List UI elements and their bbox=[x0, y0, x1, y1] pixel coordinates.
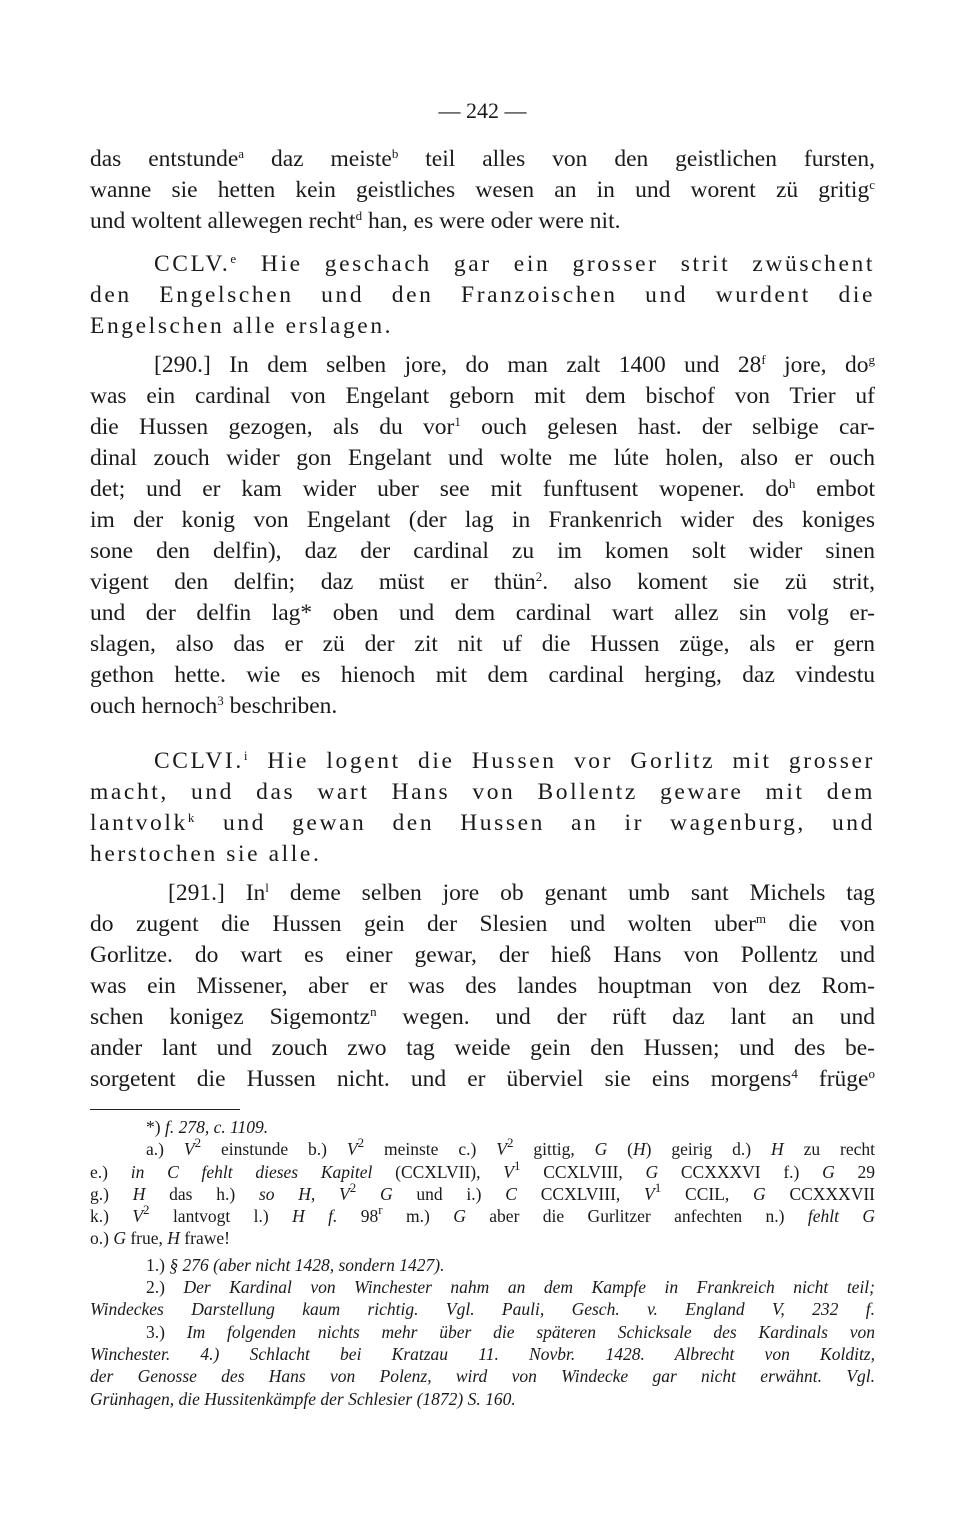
text-line: slagen, also das er zü der zit nit uf die Hussen züge, als er gern bbox=[90, 631, 875, 657]
text-line: lantvolk$^k$ und gewan den Hussen an ir wagenburg, und bbox=[90, 810, 875, 836]
text-line: macht, und das wart Hans von Bollentz geware mit dem bbox=[90, 779, 875, 805]
text-line: wanne sie hetten kein geistliches wesen an in und worent zü gritig$^c$ bbox=[90, 177, 875, 203]
footnote-line: g.) H das h.) so H, $V^2$ G und i.) C CCXLVIII, $V^1$ CCIL, G CCXXXVII bbox=[90, 1180, 875, 1204]
footnote-line: 2.) Der Kardinal von Winchester nahm an dem Kampfe in Frankreich nicht teil; bbox=[146, 1277, 875, 1298]
footnote-line: Windeckes Darstellung kaum richtig. Vgl. Pauli, Gesch. v. England V, 232 f. bbox=[90, 1299, 875, 1320]
footnote-line: 3.) Im folgenden nichts mehr über die späteren Schicksale des Kardinals von bbox=[146, 1321, 875, 1342]
text-line: schen konigez Sigemontz$^n$ wegen. und der rüft daz lant an und bbox=[90, 1004, 875, 1030]
spacer bbox=[90, 870, 875, 878]
footnote-line: a.) $V^2$ einstunde b.) $V^2$ meinste c.) $V^2$ gittig, G (H) geirig d.) H zu recht bbox=[146, 1135, 875, 1160]
text-line: sone den delfin), daz der cardinal zu im komen solt wider sinen bbox=[90, 538, 875, 564]
footnote-line: der Genosse des Hans von Polenz, wird von Windecke gar nicht erwähnt. Vgl. bbox=[90, 1366, 875, 1387]
text-line: gethon hette. wie es hienoch mit dem cardinal herging, daz vindestu bbox=[90, 662, 875, 688]
text-line: [290.] In dem selben jore, do man zalt 1400 und 28$^f$ jore, $do^g$ bbox=[154, 352, 875, 378]
footnote-rule bbox=[90, 1109, 240, 1110]
text-line: CCLVI.$^i$ Hie logent die Hussen vor Gorlitz mit grosser bbox=[154, 748, 875, 774]
document-page bbox=[90, 96, 875, 1410]
main-text bbox=[90, 144, 875, 1095]
footnote-line: o.) G frue, H frawe! bbox=[90, 1228, 230, 1249]
footnote-line: 1.) § 276 (aber nicht 1428, sondern 1427). bbox=[146, 1254, 445, 1275]
text-line: im der konig von Engelant (der lag in Frankenrich wider des koniges bbox=[90, 507, 875, 533]
text-line: den Engelschen und den Franzoischen und wurdent die bbox=[90, 282, 875, 308]
text-line: det; und er kam wider uber see mit funftusent wopener. $do^h$ embot bbox=[90, 476, 875, 502]
text-line: ouch hernoch$^3$ beschriben. bbox=[90, 693, 338, 719]
text-line: und woltent allewegen recht$^d$ han, es were oder were nit. bbox=[90, 208, 621, 234]
footnote-line: Grünhagen, die Hussitenkämpfe der Schlesier (1872) S. 160. bbox=[90, 1388, 516, 1409]
footnote-line: *) f. 278, c. 1109. bbox=[146, 1117, 269, 1137]
text-line: vigent den delfin; daz müst er thün$^2$. also koment sie zü strit, bbox=[90, 569, 875, 595]
text-line: CCLV.$^e$ Hie geschach gar ein grosser strit zwüschent bbox=[154, 251, 875, 277]
footnote-line: k.) $V^2$ lantvogt l.) H f. 98$^r$ m.) G aber die Gurlitzer anfechten n.) fehlt G bbox=[90, 1202, 875, 1227]
spacer bbox=[90, 722, 875, 746]
text-line: do zugent die Hussen gein der Slesien und wolten uber$^m$ die von bbox=[90, 911, 875, 937]
text-line: sorgetent die Hussen nicht. und er überviel sie eins morgens$^4$ früge$^o$ bbox=[90, 1066, 875, 1092]
footnote-line: e.) in C fehlt dieses Kapitel (CCXLVII), $V^1$ CCXLVIII, G CCXXXVI f.) G 29 bbox=[90, 1157, 876, 1182]
text-line: dinal zouch wider gon Engelant und wolte me lúte holen, also er ouch bbox=[90, 445, 875, 471]
text-line: was ein Missener, aber er was des landes houptman von dez Rom- bbox=[90, 973, 875, 999]
footnotes bbox=[90, 1116, 875, 1410]
footnote-line: Winchester. 4.) Schlacht bei Kratzau 11. Novbr. 1428. Albrecht von Kolditz, bbox=[90, 1343, 875, 1364]
spacer bbox=[90, 342, 875, 350]
text-line: ander lant und zouch zwo tag weide gein den Hussen; und des be- bbox=[90, 1035, 875, 1061]
text-line: und der delfin lag* oben und dem cardinal wart allez sin volg er- bbox=[90, 600, 875, 626]
page-number: — 242 — bbox=[438, 98, 527, 123]
text-line: herstochen sie alle. bbox=[90, 841, 322, 867]
text-line: Engelschen alle erslagen. bbox=[90, 313, 394, 339]
text-line: was ein cardinal von Engelant geborn mit dem bischof von Trier uf bbox=[90, 383, 875, 409]
text-line: Gorlitze. do wart es einer gewar, der hieß Hans von Pollentz und bbox=[90, 942, 875, 968]
spacer bbox=[90, 237, 875, 249]
text-line: die Hussen gezogen, als du vor$^1$ ouch gelesen hast. der selbige car- bbox=[90, 414, 875, 440]
text-line: [291.] In$^l$ deme selben jore ob genant umb sant Michels tag bbox=[168, 880, 875, 906]
text-line: das entstunde$^a$ daz meiste$^b$ teil alles von den geistlichen fursten, bbox=[90, 146, 875, 172]
